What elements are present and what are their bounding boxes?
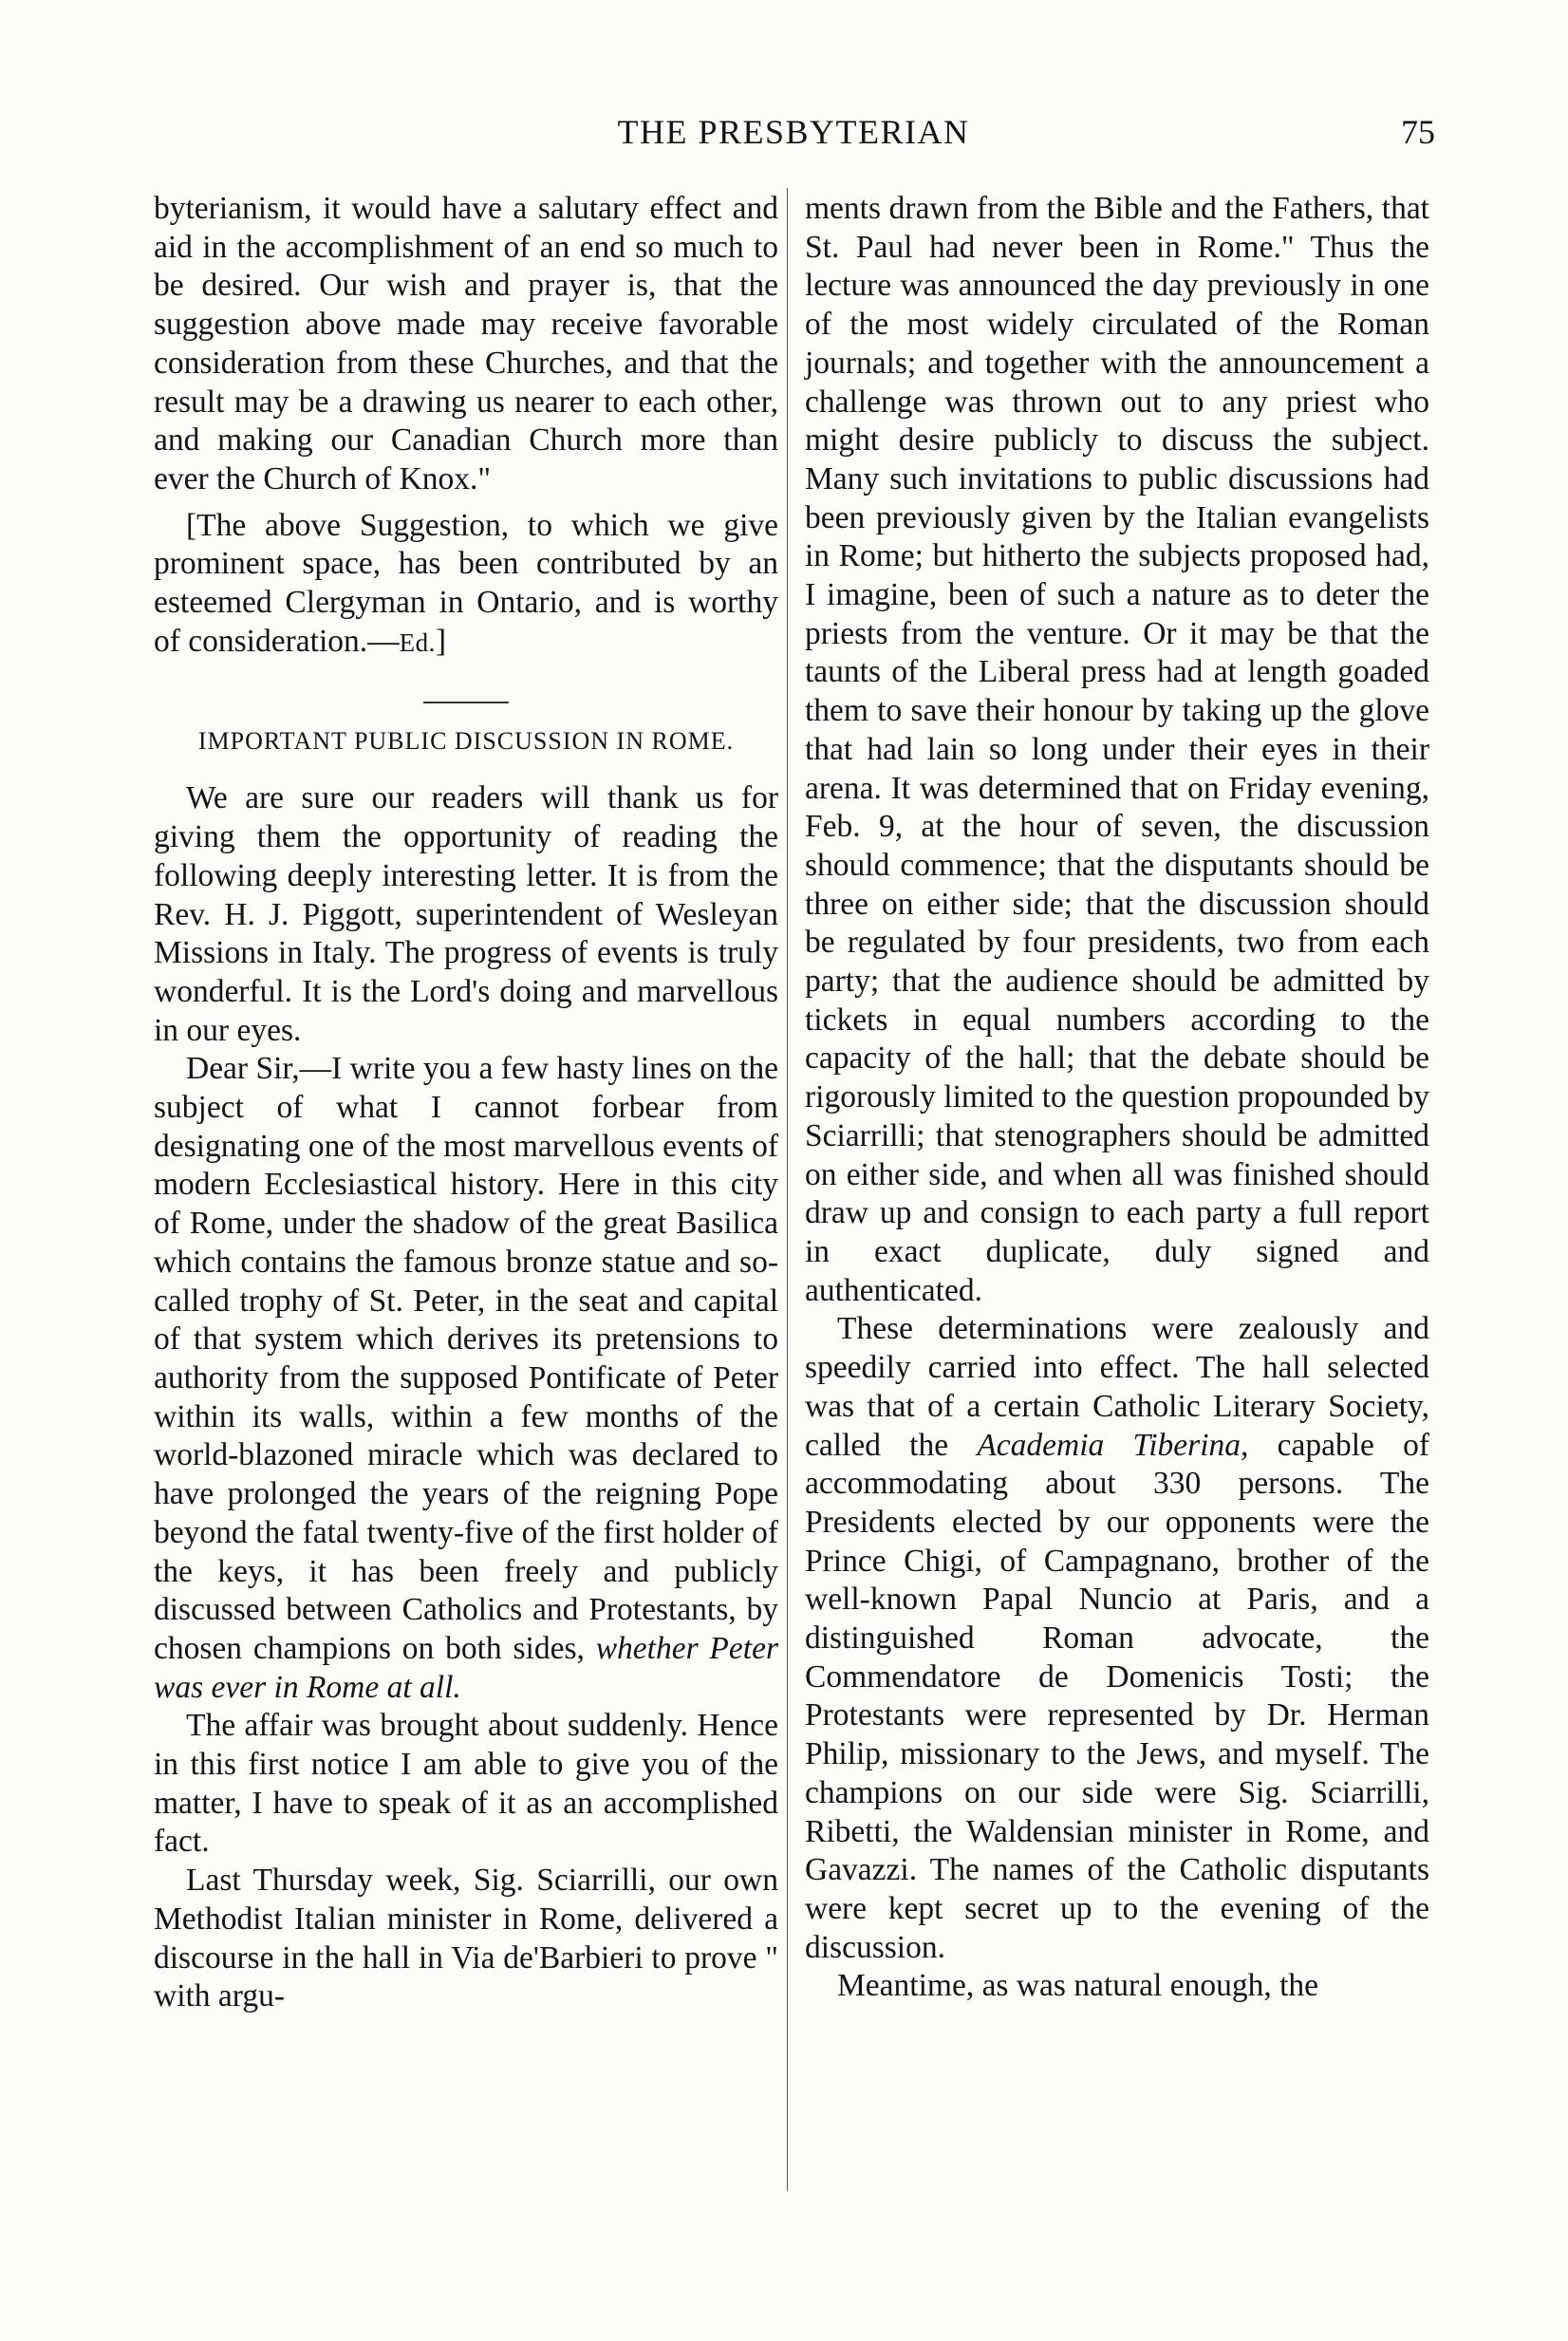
right-paragraph-1: ments drawn from the Bible and the Fathers, that St. Paul had never been in Rome." Thus the lecture was announced the day previously in one of the most widely circulated of the Roman journals; and together with the announcement a challenge was thrown out to any priest who might desire publicly to discuss the subject. Many such invitations to public discussions had been previously given by the Italian evangelists in Rome; but hitherto the subjects proposed had, I imagine, been of such a nature as to deter the priests from the venture. Or it may be that the taunts of the Liberal press had at length goaded them to save their honour by taking up the glove that had lain so long under their eyes in their arena. It was determined that on Friday evening, Feb. 9, at the hour of seven, the discussion should commence; that the disputants should be three on either side; that the discussion should be regulated by four presidents, two from each party; that the audience should be admitted by tickets in equal numbers according to the capacity of the hall; that the debate should be rigorously limited to the question propounded by Sciarrilli; that stenographers should be admitted on either side, and when all was finished should draw up and consign to each party a full report in exact duplicate, duly signed and authenticated. [805,191,1429,1308]
right-paragraph-2-italic: Academia Tiberina, [977,1427,1249,1463]
editor-note [154,507,778,663]
running-head [152,112,1435,159]
right-paragraph-2 [805,1310,1429,1967]
left-paragraph-3-text: Dear Sir,—I write you a few hasty lines on the subject of what I cannot forbear from designating one of the most marvellous events of modern Ecclesiastical history. Here in this city of Rome, under the shadow of the great Basilica which contains the famous bronze statue and so-called trophy of St. Peter, in the seat and capital of that system which derives its pretensions to authority from the supposed Pontificate of Peter within its walls, within a few months of the world-blazoned miracle which was declared to have prolonged the years of the reigning Pope beyond the fatal twenty-five of the first holder of the keys, it has been freely and publicly discussed between Catholics and Protestants, by chosen champions on both sides, [154,1051,778,1666]
editor-signature: Ed. [399,627,436,657]
left-paragraph-1: byterianism, it would have a salutary effect and aid in the accomplishment of an end so much to be desired. Our wish and prayer is, that the suggestion above made may receive favorable consideration from these Churches, and that the result may be a drawing us nearer to each other, and making our Canadian Church more than ever the Church of Knox." [154,191,778,496]
right-paragraph-3: Meantime, as was natural enough, the [837,1968,1318,2004]
editor-note-close: ] [435,623,447,659]
right-paragraph-2-end: capable of accommodating about 330 persons. The Presidents elected by our opponents were the Prince Chigi, of Campagnano, brother of the well-known Papal Nuncio at Paris, and a distinguished Roman advocate, the Commendatore de Domenicis Tosti; the Protestants were represented by Dr. Herman Philip, missionary to the Jews, and myself. The champions on our side were Sig. Sciarrilli, Ribetti, the Waldensian minister in Rome, and Gavazzi. The names of the Catholic disputants were kept secret up to the evening of the discussion. [805,1427,1429,1965]
left-paragraph-3 [154,1050,778,1707]
section-separator [423,702,509,703]
column-rule [787,188,788,2191]
left-paragraph-3-italic: whether Peter was ever in Rome at all. [154,1630,778,1705]
article-headline: IMPORTANT PUBLIC DISCUSSION IN ROME. [197,727,735,756]
left-paragraph-4: The affair was brought about suddenly. Hence in this first notice I am able to give you of the matter, I have to speak of it as an accomplished fact. [154,1708,778,1860]
running-title: THE PRESBYTERIAN [617,113,970,151]
right-column [805,190,1429,2006]
page-number: 75 [1401,113,1435,151]
left-paragraph-2: We are sure our readers will thank us for giving them the opportunity of reading the following deeply interesting letter. It is from the Rev. H. J. Piggott, superintendent of Wesleyan Missions in Italy. The progress of events is truly wonderful. It is the Lord's doing and marvellous in our eyes. [154,780,778,1048]
right-paragraph-2-text: These determinations were zealously and speedily carried into effect. The hall selected was that of a certain Catholic Literary Society, called the [805,1311,1429,1463]
editor-note-text: [The above Suggestion, to which we give prominent space, has been contributed by an esteemed Clergyman in Ontario, and is worthy of consideration.— [154,507,778,659]
left-column [154,190,778,2016]
left-paragraph-5: Last Thursday week, Sig. Sciarrilli, our own Methodist Italian minister in Rome, delivered a discourse in the hall in Via de'Barbieri to prove " with argu- [154,1863,778,2014]
